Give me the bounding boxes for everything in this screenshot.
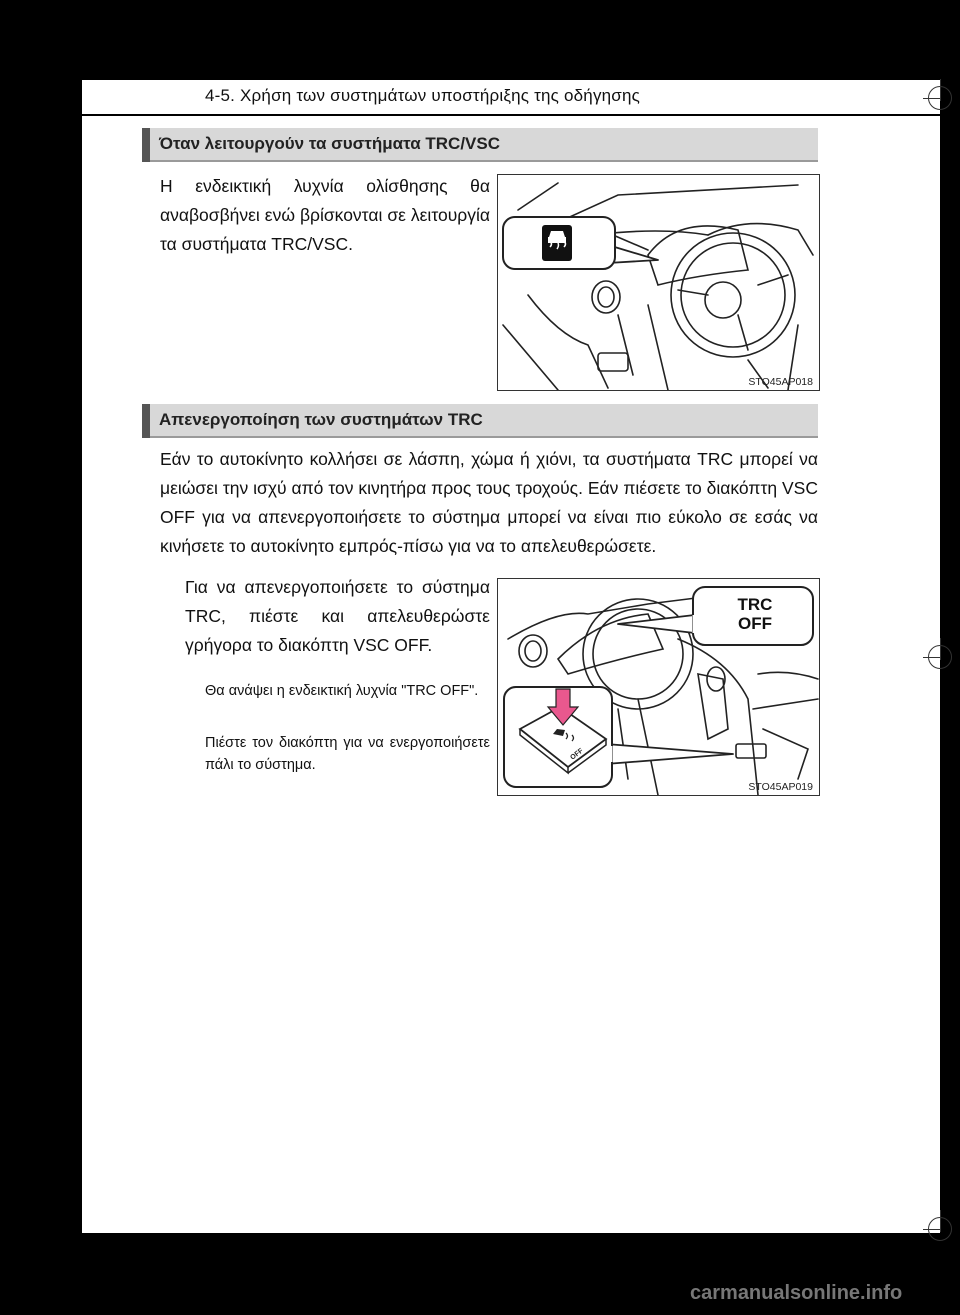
watermark: carmanualsonline.info <box>690 1282 903 1304</box>
callout-slip-indicator <box>503 217 658 269</box>
figure-vsc-off-switch <box>497 578 820 796</box>
section-title: Όταν λειτουργούν τα συστήματα TRC/VSC <box>159 134 500 153</box>
dashboard-illustration <box>498 175 819 390</box>
trc-label-line1: TRC <box>737 595 773 614</box>
section2-paragraph: Εάν το αυτοκίνητο κολλήσει σε λάσπη, χώμα ή χιόνι, τα συστήματα TRC μπορεί να μειώσει την ισχύ από τον κινητήρα προς τους τροχούς. Εάν πιέσετε το διακόπτη VSC OFF για να απενεργοποιήσετε το σύστημα μπορεί να είναι πιο εύκολο σε εσάς να κινήσετε το αυτοκίνητο εμπρός-πίσω για να το απελευθερώσετε. <box>160 449 818 556</box>
trc-label-line2: OFF <box>738 614 772 633</box>
registration-mark-top <box>928 86 952 110</box>
section-heading-trc-off <box>142 404 818 438</box>
callout-switch <box>504 687 733 787</box>
running-head: 4-5. Χρήση των συστημάτων υποστήριξης της οδήγησης <box>205 86 641 105</box>
header-rule <box>82 114 940 116</box>
section-heading-trc-vsc-active <box>142 128 818 162</box>
section-tab <box>142 128 150 162</box>
registration-mark-middle <box>928 645 952 669</box>
note-reenable: Πιέστε τον διακόπτη για να ενεργοποιήσετε πάλι το σύστημα. <box>205 735 490 773</box>
section1-paragraph: Η ενδεικτική λυχνία ολίσθησης θα αναβοσβήνει ενώ βρίσκονται σε λειτουργία τα συστήματα TRC/VSC. <box>160 176 490 254</box>
figure-dashboard-slip-indicator <box>497 174 820 391</box>
step-instruction: Για να απενεργοποιήσετε το σύστημα TRC, πιέστε και απελευθερώστε γρήγορα το διακόπτη VSC OFF. <box>185 577 490 655</box>
figure-code: STO45AP019 <box>748 781 813 793</box>
section-tab <box>142 404 150 438</box>
note-trc-off-light: Θα ανάψει η ενδεικτική λυχνία "TRC OFF". <box>205 683 479 699</box>
figure-code: STO45AP018 <box>748 376 813 388</box>
switch-off-text: OFF <box>569 747 585 762</box>
trc-off-indicator-label <box>720 595 790 633</box>
registration-mark-bottom <box>928 1217 952 1241</box>
section-title: Απενεργοποίηση των συστημάτων TRC <box>159 410 483 429</box>
